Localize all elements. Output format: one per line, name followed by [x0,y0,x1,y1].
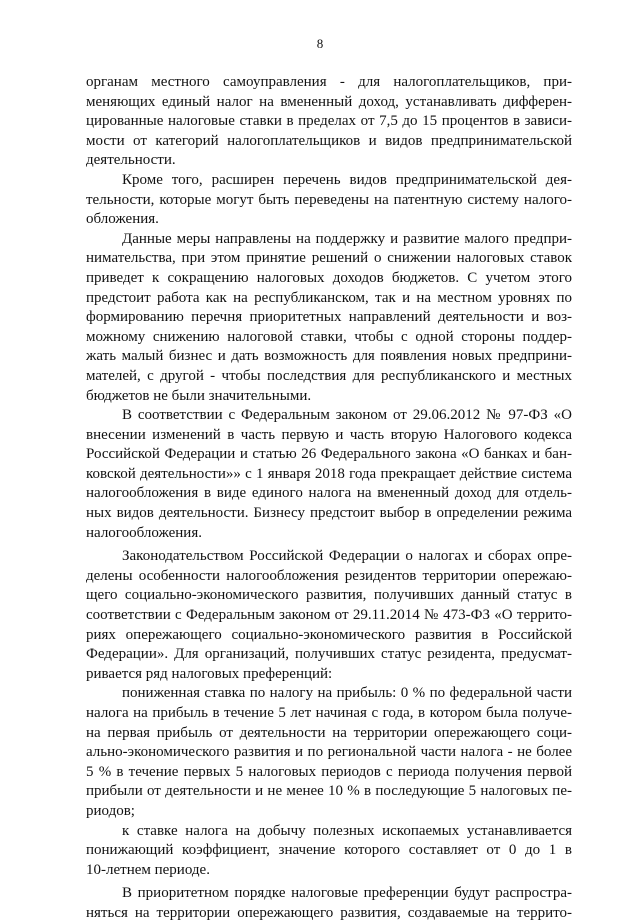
page-number: 8 [316,36,324,51]
text-line: цированные налоговые ставки в пределах от 7,5 до 15 процентов в зависи- [86,113,572,130]
text-line: внесении изменений в часть первую и часть вторую Налогового кодекса [86,426,572,443]
text-line: Федерации». Для организаций, получивших статус резидента, предусмат- [86,646,572,663]
paragraph [86,822,572,881]
text-line: формированию перечня приоритетных направлений деятельности и воз- [86,309,572,326]
paragraph [86,230,572,406]
paragraph [86,406,572,543]
text-line: деятельности. [86,152,176,169]
text-line: обложения. [86,211,159,228]
text-line: щего социально-экономического развития, получивших данный статус в [86,587,572,604]
paragraph [86,73,572,171]
text-line: приведет к сокращению налоговых доходов бюджетов. С учетом этого [86,269,572,286]
text-line: к ставке налога на добычу полезных ископаемых устанавливается [122,822,572,839]
text-line: на первая прибыль от деятельности на территории опережающего соци- [86,724,572,741]
text-line: мателей, с другой - чтобы последствия для республиканского и местных [86,367,572,384]
text-line: меняющих единый налог на вмененный доход, устанавливать дифферен- [86,93,572,110]
text-line: предстоит работа как на республиканском, так и на местном уровнях по [86,289,572,306]
text-line: понижающий коэффициент, значение которого составляет от 0 до 1 в [86,842,572,859]
paragraph [86,684,572,821]
text-line: риодов; [86,802,135,819]
text-line: ковской деятельности»» с 1 января 2018 года прекращает действие системa [86,465,572,482]
text-line: Данные меры направлены на поддержку и развитие малого предпри- [122,230,572,247]
paragraph [86,171,572,230]
text-line: соответствии с Федеральным законом от 29.11.2014 № 473-ФЗ «О террито- [86,607,572,624]
text-line: органам местного самоуправления - для налогоплательщиков, при- [86,74,572,90]
text-line: можному снижению налоговой ставки, чтобы с одной стороны поддер- [86,328,572,345]
text-line: 5 % в течение первых 5 налоговых периодов с периода получения первой [86,763,572,780]
text-line: ривается ряд налоговых преференций: [86,665,333,682]
paragraph [86,547,572,684]
text-line: ных видов деятельности. Бизнесу предстоит выбор в определении режима [86,505,572,522]
text-line: няться на территории опережающего развития, создаваемые на террито- [86,904,572,921]
text-line: Кроме того, расширен перечень видов предпринимательской дея- [122,171,572,188]
text-line: В соответствии с Федеральным законом от 29.06.2012 № 97-ФЗ «О [122,407,572,424]
text-line: тельности, которые могут быть переведены на патентную систему налого- [86,191,572,208]
text-line: ально-экономического развития и по региональной части налога - не более [86,744,572,761]
text-line: налога на прибыль в течение 5 лет начиная с года, в котором была получе- [86,705,572,721]
paragraph [86,884,572,923]
text-line: Законодательством Российской Федерации о налогах и сборах опре- [122,548,572,565]
text-line: делены особенности налогообложения резидентов территории опережаю- [86,567,572,584]
text-line: нимательства, при этом принятие решений о снижении налоговых ставок [86,250,572,267]
text-line: бюджетов не были значительными. [86,387,312,404]
text-line: прибыли от деятельности и не менее 10 % в последующие 5 налоговых пе- [86,783,572,800]
text-line: пониженная ставка по налогу на прибыль: 0 % по федеральной части [122,685,572,702]
text-line: В приоритетном порядке налоговые преференции будут распростра- [122,885,572,902]
text-line: налогообложения. [86,524,202,541]
text-line: мости от категорий налогоплательщиков и видов предпринимательской [86,132,572,149]
text-line: риях опережающего социально-экономического развития в Российской [86,626,572,643]
text-line: 10-летнем периоде. [86,861,210,878]
text-line: жать малый бизнес и дать возможность для появления новых предприни- [86,348,572,365]
text-line: налогообложения в виде единого налога на вмененный доход для отдель- [86,485,572,502]
text-line: Российской Федерации и статью 26 Федерального закона «О банках и бан- [86,446,572,463]
body-text [86,73,572,924]
